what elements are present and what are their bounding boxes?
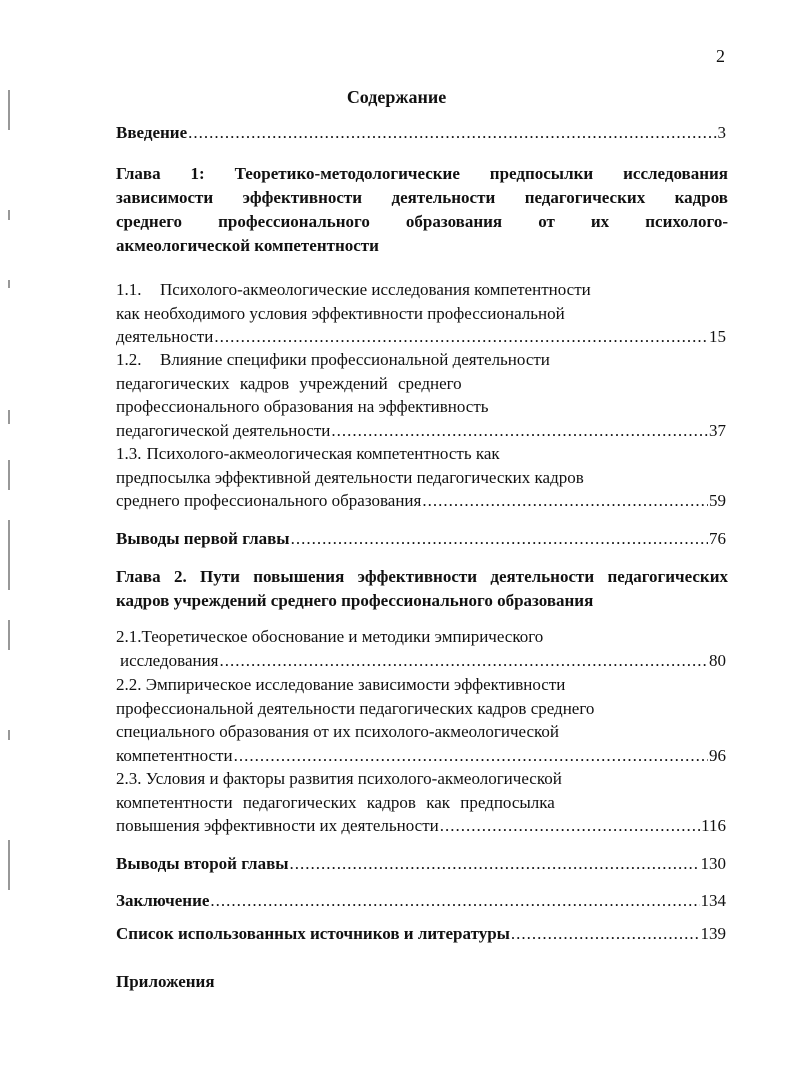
section-line: педагогических кадров учреждений среднего (116, 373, 462, 393)
toc-entry-intro[interactable] (116, 121, 726, 145)
toc-entry-section-1-3[interactable] (116, 442, 726, 513)
toc-entry-conclusions-2[interactable] (116, 852, 726, 876)
toc-page-ref: 96 (709, 745, 726, 765)
toc-entry-label: Введение (116, 123, 188, 142)
chapter-heading-line: Глава 2. Пути повышения эффективности деятельности педагогических (116, 567, 728, 586)
section-line: Психолого-акмеологические исследования компетентности (160, 280, 591, 299)
section-line: исследования (120, 650, 219, 670)
toc-entry-conclusions-1[interactable] (116, 527, 726, 551)
toc-page-ref: 15 (709, 327, 726, 346)
toc-entry-section-2-1[interactable] (116, 625, 726, 672)
toc-entry-label: Заключение (116, 891, 210, 910)
section-line: 2.1.Теоретическое обоснование и методики эмпирического (116, 627, 544, 646)
toc-entry-section-2-3[interactable] (116, 767, 726, 838)
leader-dots (511, 922, 700, 946)
section-number: 1.2. (116, 350, 142, 369)
page-number: 2 (716, 46, 725, 66)
section-line: 2.2. Эмпирическое исследование зависимости эффективности (116, 675, 566, 694)
toc-page-ref: 80 (709, 650, 726, 670)
leader-dots (214, 325, 708, 349)
toc-entry-label: Список использованных источников и литературы (116, 924, 510, 943)
toc-entry-appendices[interactable] (116, 970, 726, 994)
leader-dots (440, 814, 700, 838)
leader-dots (331, 419, 708, 443)
chapter-1-heading[interactable] (116, 162, 728, 258)
toc-page-ref: 3 (717, 123, 726, 142)
leader-dots (290, 852, 700, 876)
toc-page-ref: 76 (709, 529, 726, 548)
section-line: предпосылка эффективной деятельности педагогических кадров (116, 467, 584, 487)
toc-page-ref: 134 (700, 891, 726, 910)
section-line: педагогической деятельности (116, 420, 331, 440)
chapter-heading-line: акмеологической компетентности (116, 236, 379, 255)
toc-page-ref: 59 (709, 491, 726, 510)
leader-dots (234, 744, 708, 768)
toc-entry-conclusion[interactable] (116, 889, 726, 913)
leader-dots (291, 527, 708, 551)
section-line: повышения эффективности их деятельности (116, 816, 439, 835)
section-line: как необходимого условия эффективности профессиональной (116, 303, 565, 323)
toc-page-ref: 139 (700, 924, 726, 943)
section-line: компетентности педагогических кадров как предпосылка (116, 792, 555, 812)
chapter-2-heading[interactable] (116, 565, 728, 613)
toc-entry-section-2-2[interactable] (116, 673, 726, 767)
scan-margin-marks (4, 80, 18, 900)
section-line: деятельности (116, 327, 214, 346)
section-number: 1.3. (116, 444, 142, 463)
section-line: Психолого-акмеологическая компетентность как (146, 444, 500, 463)
section-line: профессионального образования на эффективность (116, 397, 489, 416)
toc-page-ref: 130 (700, 854, 726, 873)
section-line: среднего профессионального образования (116, 491, 422, 510)
leader-dots (220, 649, 708, 673)
leader-dots (188, 121, 716, 145)
section-number: 1.1. (116, 280, 142, 299)
toc-entry-label: Приложения (116, 972, 215, 991)
section-line: компетентности (116, 745, 233, 765)
toc-page-ref: 37 (709, 420, 726, 440)
chapter-heading-line: зависимости эффективности деятельности педагогических кадров (116, 188, 728, 207)
section-line: 2.3. Условия и факторы развития психолого-акмеологической (116, 769, 562, 788)
toc-title: Содержание (346, 87, 447, 107)
chapter-heading-line: среднего профессионального образования от их психолого- (116, 212, 728, 231)
leader-dots (210, 889, 699, 913)
toc-entry-section-1-2[interactable] (116, 348, 726, 442)
section-line: Влияние специфики профессиональной деятельности (160, 350, 550, 369)
chapter-heading-line: кадров учреждений среднего профессионального образования (116, 591, 594, 610)
toc-entry-label: Выводы второй главы (116, 854, 289, 873)
toc-entry-label: Выводы первой главы (116, 529, 290, 548)
section-line: специального образования от их психолого-акмеологической (116, 722, 559, 741)
leader-dots (422, 489, 708, 513)
toc-entry-section-1-1[interactable] (116, 278, 726, 349)
toc-entry-references[interactable] (116, 922, 726, 946)
toc-page-ref: 116 (701, 816, 726, 835)
section-line: профессиональной деятельности педагогических кадров среднего (116, 698, 595, 718)
chapter-heading-line: Глава 1: Теоретико-методологические предпосылки исследования (116, 164, 728, 183)
